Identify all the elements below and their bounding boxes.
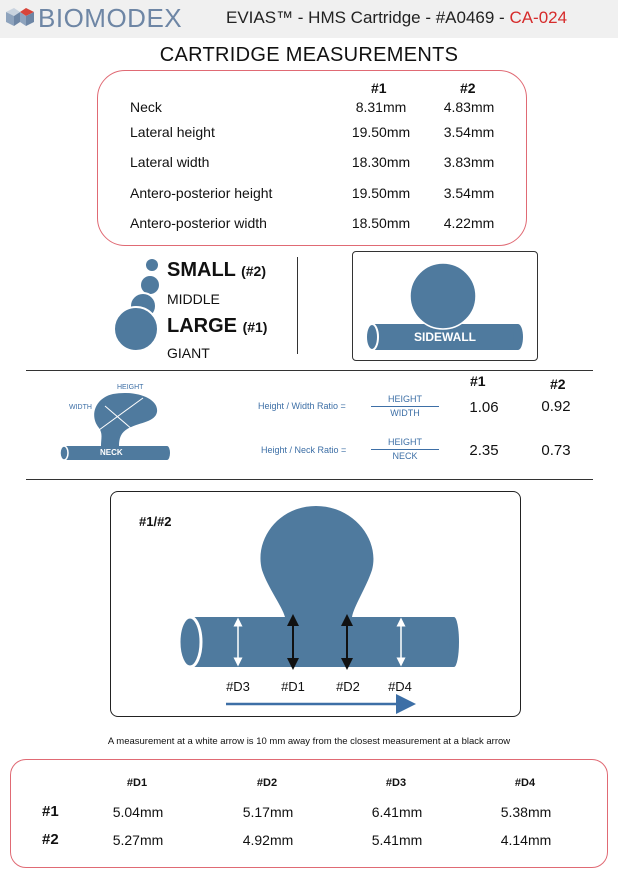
divider (26, 370, 593, 371)
dia-col-header: #D3 (385, 777, 407, 789)
dia-value: 5.17mm (242, 804, 294, 820)
hn-ratio-label: Height / Neck Ratio = (261, 445, 347, 455)
dia-row-label: #2 (42, 831, 59, 848)
size-giant-label: GIANT (167, 345, 210, 361)
meas-value: 3.54mm (443, 124, 495, 140)
size-small: SMALL (167, 259, 236, 281)
hn-ratio-value-1: 2.35 (469, 442, 499, 459)
meas-value: 8.31mm (355, 99, 407, 115)
fraction-bar (371, 449, 439, 450)
d3-label: #D3 (226, 679, 250, 694)
page-title (226, 8, 567, 28)
diagram-neck-label: NECK (100, 448, 123, 457)
meas-label-neck: Neck (130, 99, 162, 115)
dia-value: 5.41mm (371, 832, 423, 848)
hw-numerator: HEIGHT (387, 394, 422, 404)
fraction-bar (371, 406, 439, 407)
divider (26, 479, 593, 480)
brand-name: BIOMODEX (38, 3, 183, 33)
size-small-ref: (#2) (241, 263, 266, 279)
hn-ratio-value-2: 0.73 (541, 442, 571, 459)
hn-denominator: NECK (392, 451, 418, 461)
hn-numerator: HEIGHT (387, 437, 422, 447)
meas-value: 4.83mm (443, 99, 495, 115)
size-large-ref: (#1) (242, 319, 268, 335)
brand-logo (4, 3, 182, 34)
sidewall-label: SIDEWALL (414, 330, 476, 344)
meas-label-lateral-width: Lateral width (130, 154, 210, 170)
dia-value: 5.04mm (112, 804, 164, 820)
meas-value: 3.83mm (443, 154, 495, 170)
size-circles-icon (108, 255, 168, 355)
meas-value: 4.22mm (443, 215, 495, 231)
dia-col-header: #D4 (514, 777, 536, 789)
d2-label: #D2 (336, 679, 360, 694)
hw-ratio-value-1: 1.06 (469, 399, 499, 416)
footnote: A measurement at a white arrow is 10 mm away from the closest measurement at a black arrow (107, 736, 511, 747)
meas-value: 3.54mm (443, 185, 495, 201)
meas-value: 18.30mm (351, 154, 411, 170)
ratio-col-header-1: #1 (470, 373, 486, 389)
meas-value: 18.50mm (351, 215, 411, 231)
ratio-col-header-2: #2 (550, 376, 566, 392)
title-main: EVIAS™ - HMS Cartridge - #A0469 - (226, 8, 510, 27)
size-large: LARGE (167, 315, 237, 337)
dia-col-header: #D2 (256, 777, 278, 789)
size-large-label (167, 315, 267, 338)
meas-value: 19.50mm (351, 185, 411, 201)
divider (297, 257, 298, 354)
meas-label-lateral-height: Lateral height (130, 124, 215, 140)
diagram-height-label: HEIGHT (117, 384, 144, 391)
hw-denominator: WIDTH (390, 408, 420, 418)
diameter-measurement-icon (170, 500, 470, 720)
diagram-tag: #1/#2 (139, 514, 172, 529)
biomodex-logo-icon (4, 4, 36, 34)
d1-label: #D1 (281, 679, 305, 694)
d4-label: #D4 (388, 679, 412, 694)
dia-row-label: #1 (42, 803, 59, 820)
dia-value: 4.92mm (242, 832, 294, 848)
meas-label-ap-width: Antero-posterior width (130, 215, 267, 231)
diagram-width-label: WIDTH (69, 404, 92, 411)
section-title: CARTRIDGE MEASUREMENTS (159, 44, 459, 66)
size-middle-label: MIDDLE (167, 291, 220, 307)
meas-value: 19.50mm (351, 124, 411, 140)
meas-col-header-1: #1 (371, 80, 387, 96)
hw-ratio-label: Height / Width Ratio = (258, 401, 346, 411)
dia-value: 5.38mm (500, 804, 552, 820)
meas-label-ap-height: Antero-posterior height (130, 185, 273, 201)
dia-value: 5.27mm (112, 832, 164, 848)
dia-col-header: #D1 (126, 777, 148, 789)
meas-col-header-2: #2 (460, 80, 476, 96)
size-small-label (167, 259, 266, 282)
dia-value: 4.14mm (500, 832, 552, 848)
dia-value: 6.41mm (371, 804, 423, 820)
cartridge-code: CA-024 (509, 8, 568, 27)
hw-ratio-value-2: 0.92 (541, 398, 571, 415)
